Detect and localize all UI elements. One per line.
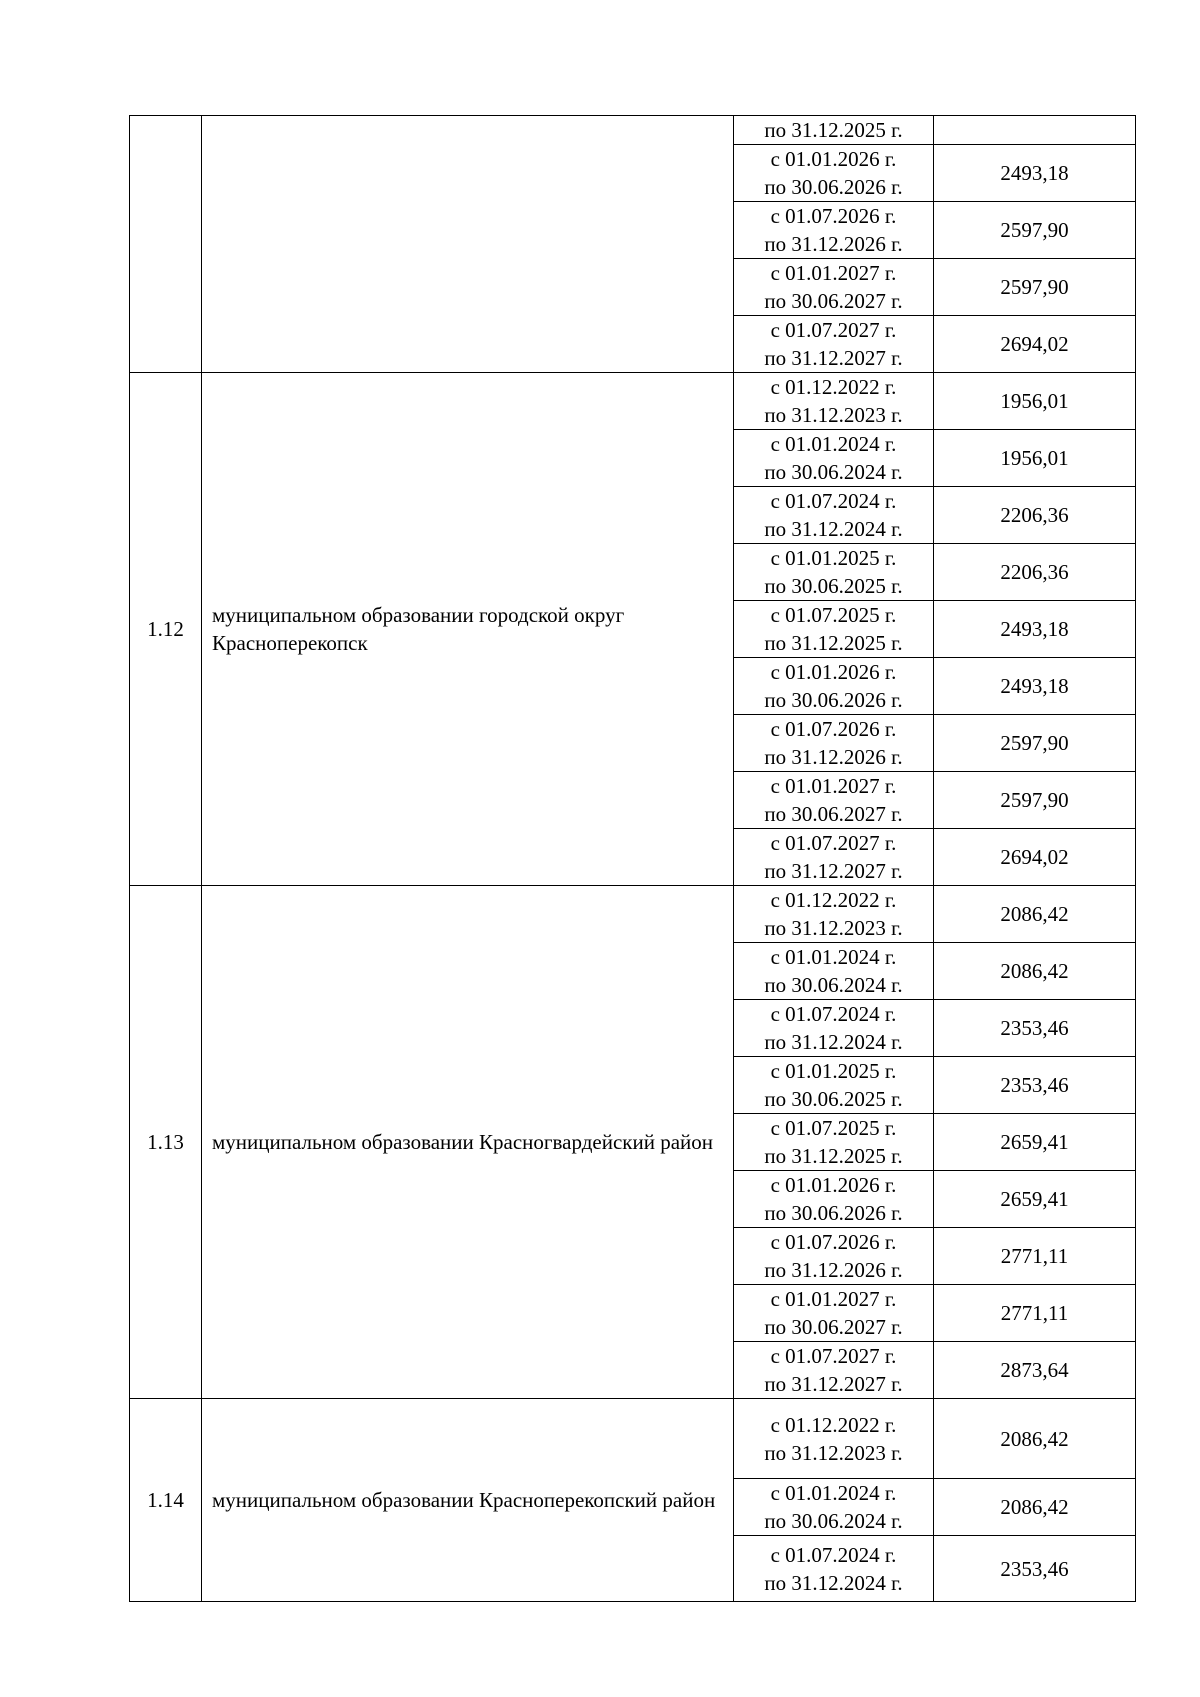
tariff-value: 2873,64	[934, 1342, 1136, 1399]
period-end: по 30.06.2024 г.	[764, 973, 903, 997]
period-end: по 30.06.2024 г.	[764, 460, 903, 484]
validity-period	[734, 658, 934, 715]
validity-period	[734, 1399, 934, 1479]
tariff-value: 2353,46	[934, 1000, 1136, 1057]
period-end: по 30.06.2027 г.	[764, 1315, 903, 1339]
municipality-name: муниципальном образовании городской округ Красноперекопск	[202, 373, 734, 886]
period-start: с 01.07.2027 г.	[770, 1344, 897, 1368]
validity-period	[734, 116, 934, 145]
tariff-value: 2597,90	[934, 772, 1136, 829]
period-end: по 31.12.2024 г.	[764, 1030, 903, 1054]
municipality-name: муниципальном образовании Красногвардейский район	[202, 886, 734, 1399]
tariff-value: 2086,42	[934, 886, 1136, 943]
period-end: по 31.12.2023 г.	[764, 1440, 903, 1465]
item-number	[130, 116, 202, 373]
validity-period	[734, 1171, 934, 1228]
tariff-value: 2493,18	[934, 658, 1136, 715]
period-start: по 31.12.2025 г.	[764, 118, 903, 142]
tariff-value: 2086,42	[934, 1399, 1136, 1479]
tariff-value: 2597,90	[934, 202, 1136, 259]
period-end: по 30.06.2025 г.	[764, 574, 903, 598]
tariff-value: 2493,18	[934, 145, 1136, 202]
period-end: по 31.12.2027 г.	[764, 346, 903, 370]
validity-period	[734, 316, 934, 373]
validity-period	[734, 1114, 934, 1171]
period-start: с 01.01.2025 г.	[770, 1059, 897, 1083]
tariff-value: 2353,46	[934, 1536, 1136, 1602]
tariff-value: 2694,02	[934, 829, 1136, 886]
period-end: по 31.12.2027 г.	[764, 1372, 903, 1396]
validity-period	[734, 202, 934, 259]
municipality-name: муниципальном образовании Красноперекопский район	[202, 1399, 734, 1602]
tariff-value	[934, 116, 1136, 145]
tariff-value: 1956,01	[934, 430, 1136, 487]
period-end: по 30.06.2027 г.	[764, 802, 903, 826]
tariff-value: 2086,42	[934, 1479, 1136, 1536]
period-start: с 01.01.2027 г.	[770, 261, 897, 285]
validity-period	[734, 1057, 934, 1114]
item-number: 1.13	[130, 886, 202, 1399]
tariff-value: 2206,36	[934, 487, 1136, 544]
period-start: с 01.07.2027 г.	[770, 831, 897, 855]
period-end: по 31.12.2027 г.	[764, 859, 903, 883]
tariff-value: 2597,90	[934, 715, 1136, 772]
period-start: с 01.07.2024 г.	[770, 1542, 897, 1567]
period-end: по 31.12.2023 г.	[764, 403, 903, 427]
validity-period	[734, 1285, 934, 1342]
period-start: с 01.07.2026 г.	[770, 717, 897, 741]
validity-period	[734, 1228, 934, 1285]
tariff-table-body	[130, 116, 1136, 1602]
period-start: с 01.01.2024 г.	[770, 945, 897, 969]
validity-period	[734, 145, 934, 202]
period-start: с 01.01.2026 г.	[770, 660, 897, 684]
period-start: с 01.01.2024 г.	[770, 432, 897, 456]
tariff-value: 1956,01	[934, 373, 1136, 430]
validity-period	[734, 1342, 934, 1399]
period-start: с 01.07.2024 г.	[770, 489, 897, 513]
period-start: с 01.07.2025 г.	[770, 603, 897, 627]
period-start: с 01.07.2026 г.	[770, 204, 897, 228]
validity-period	[734, 373, 934, 430]
tariff-value: 2597,90	[934, 259, 1136, 316]
tariff-value: 2659,41	[934, 1171, 1136, 1228]
period-start: с 01.01.2024 г.	[770, 1481, 897, 1505]
period-end: по 31.12.2024 г.	[764, 1570, 903, 1595]
validity-period	[734, 430, 934, 487]
tariff-table	[129, 115, 1136, 1602]
period-end: по 30.06.2026 г.	[764, 688, 903, 712]
tariff-value: 2771,11	[934, 1228, 1136, 1285]
period-end: по 31.12.2025 г.	[764, 1144, 903, 1168]
tariff-value: 2206,36	[934, 544, 1136, 601]
table-row	[130, 373, 1136, 430]
period-end: по 31.12.2026 г.	[764, 745, 903, 769]
period-start: с 01.12.2022 г.	[770, 375, 897, 399]
validity-period	[734, 829, 934, 886]
period-end: по 30.06.2027 г.	[764, 289, 903, 313]
period-end: по 31.12.2023 г.	[764, 916, 903, 940]
period-start: с 01.01.2027 г.	[770, 1287, 897, 1311]
period-start: с 01.07.2026 г.	[770, 1230, 897, 1254]
tariff-value: 2493,18	[934, 601, 1136, 658]
period-end: по 30.06.2026 г.	[764, 175, 903, 199]
period-start: с 01.07.2024 г.	[770, 1002, 897, 1026]
period-end: по 31.12.2026 г.	[764, 232, 903, 256]
tariff-value: 2353,46	[934, 1057, 1136, 1114]
period-start: с 01.01.2026 г.	[770, 147, 897, 171]
period-start: с 01.01.2027 г.	[770, 774, 897, 798]
period-start: с 01.07.2025 г.	[770, 1116, 897, 1140]
table-row	[130, 886, 1136, 943]
validity-period	[734, 1000, 934, 1057]
table-row	[130, 1399, 1136, 1479]
period-end: по 30.06.2024 г.	[764, 1509, 903, 1533]
validity-period	[734, 487, 934, 544]
period-end: по 31.12.2025 г.	[764, 631, 903, 655]
period-start: с 01.07.2027 г.	[770, 318, 897, 342]
validity-period	[734, 943, 934, 1000]
validity-period	[734, 544, 934, 601]
municipality-name	[202, 116, 734, 373]
item-number: 1.14	[130, 1399, 202, 1602]
period-end: по 31.12.2026 г.	[764, 1258, 903, 1282]
period-start: с 01.01.2026 г.	[770, 1173, 897, 1197]
period-start: с 01.01.2025 г.	[770, 546, 897, 570]
validity-period	[734, 259, 934, 316]
validity-period	[734, 601, 934, 658]
period-end: по 30.06.2026 г.	[764, 1201, 903, 1225]
period-start: с 01.12.2022 г.	[770, 888, 897, 912]
validity-period	[734, 1536, 934, 1602]
tariff-value: 2694,02	[934, 316, 1136, 373]
tariff-value: 2771,11	[934, 1285, 1136, 1342]
validity-period	[734, 1479, 934, 1536]
tariff-value: 2086,42	[934, 943, 1136, 1000]
validity-period	[734, 886, 934, 943]
period-end: по 30.06.2025 г.	[764, 1087, 903, 1111]
tariff-value: 2659,41	[934, 1114, 1136, 1171]
table-row	[130, 116, 1136, 145]
period-start: с 01.12.2022 г.	[770, 1412, 897, 1437]
validity-period	[734, 715, 934, 772]
validity-period	[734, 772, 934, 829]
period-end: по 31.12.2024 г.	[764, 517, 903, 541]
item-number: 1.12	[130, 373, 202, 886]
